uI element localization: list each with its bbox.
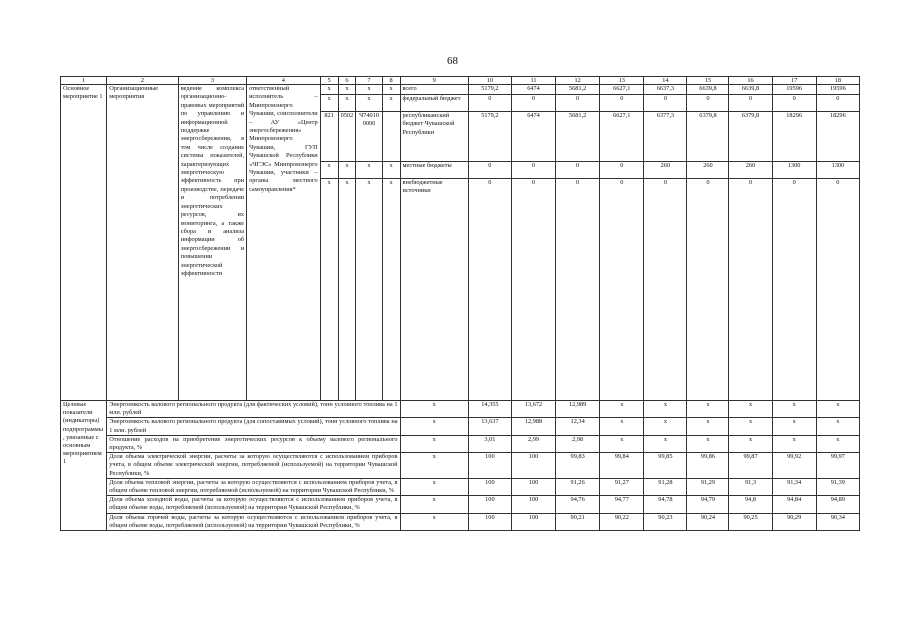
indicator-value: 94,76	[556, 496, 600, 513]
targets-label: Целевые показатели (индикаторы) подпрограммы, увязанные с основным мероприятием 1	[61, 401, 107, 531]
event-description: ведение комплекса организационно-правовых мероприятий по управлению и информационной поддержке энергосбережения, в том числе создание системы показателей, характеризующих энергетическую эффективность при производстве, передаче и потреблении энергетических ресурсов, их мониторинга, а также сбора и анализа информации об энергосбережении и повышении энергетической эффективности	[178, 85, 246, 401]
funding-value: 18296	[816, 112, 859, 162]
indicator-value: 100	[468, 453, 511, 479]
funding-value: 260	[729, 162, 772, 179]
indicator-value: 100	[511, 453, 555, 479]
indicator-text: Доля объема горячей воды, расчеты за которую осуществляются с использованием приборов учета, в общем объеме воды, потребляемой (используемой) на территории Чувашской Республики, %	[107, 513, 400, 530]
code-cell: x	[338, 85, 356, 95]
code-cell: x	[356, 95, 382, 112]
indicator-value: 94,89	[816, 496, 859, 513]
column-number: 2	[107, 77, 178, 85]
indicator-value: 3,01	[468, 435, 511, 452]
code-cell: Ч740100000	[356, 112, 382, 162]
column-number: 3	[178, 77, 246, 85]
funding-value: 0	[468, 162, 511, 179]
indicator-value: 90,25	[729, 513, 772, 530]
indicator-value: x	[816, 418, 859, 435]
funding-value: 1300	[816, 162, 859, 179]
funding-value: 0	[729, 95, 772, 112]
indicator-text: Отношение расходов на приобретение энергетических ресурсов к объему валового регионального продукта, %	[107, 435, 400, 452]
funding-value: 6377,3	[644, 112, 687, 162]
column-number: 14	[644, 77, 687, 85]
code-cell: x	[356, 162, 382, 179]
funding-source: всего	[400, 85, 468, 95]
funding-value: 0	[511, 95, 555, 112]
indicator-value: 99,97	[816, 453, 859, 479]
indicator-value: 12,988	[511, 418, 555, 435]
funding-value: 5681,2	[556, 112, 600, 162]
column-number: 17	[772, 77, 816, 85]
indicator-value: 94,79	[687, 496, 729, 513]
indicator-value: 99,92	[772, 453, 816, 479]
funding-value: 0	[600, 95, 644, 112]
column-number: 18	[816, 77, 859, 85]
code-cell: x	[382, 179, 400, 401]
indicator-value: 91,39	[816, 478, 859, 495]
code-cell: x	[338, 179, 356, 401]
indicator-value: 99,83	[556, 453, 600, 479]
indicator-value: 13,672	[511, 401, 555, 418]
event-title: Основное мероприятие 1	[61, 85, 107, 401]
indicator-value: x	[687, 401, 729, 418]
indicator-value: 12,989	[556, 401, 600, 418]
indicator-value: 91,27	[600, 478, 644, 495]
indicator-value: 100	[468, 478, 511, 495]
code-cell: x	[320, 95, 338, 112]
indicator-row	[61, 496, 860, 513]
indicator-value: 90,29	[772, 513, 816, 530]
funding-value: 6639,8	[729, 85, 772, 95]
column-number: 11	[511, 77, 555, 85]
indicator-col9: x	[400, 478, 468, 495]
indicator-value: x	[687, 435, 729, 452]
indicator-value: x	[644, 418, 687, 435]
indicator-value: 2,98	[556, 435, 600, 452]
funding-value: 6379,8	[729, 112, 772, 162]
event-name: Организационные мероприятия	[107, 85, 178, 401]
code-cell: x	[382, 85, 400, 95]
funding-value: 6627,1	[600, 112, 644, 162]
program-table	[60, 76, 860, 531]
funding-value: 0	[772, 179, 816, 401]
indicator-col9: x	[400, 435, 468, 452]
column-number: 1	[61, 77, 107, 85]
indicator-value: x	[644, 401, 687, 418]
funding-value: 1300	[772, 162, 816, 179]
indicator-value: x	[772, 401, 816, 418]
indicator-value: 99,84	[600, 453, 644, 479]
column-number: 8	[382, 77, 400, 85]
column-number: 13	[600, 77, 644, 85]
indicator-row	[61, 513, 860, 530]
funding-value: 0	[556, 95, 600, 112]
code-cell: x	[356, 85, 382, 95]
indicator-row	[61, 478, 860, 495]
funding-value: 0	[816, 95, 859, 112]
funding-value: 0	[556, 162, 600, 179]
indicator-value: x	[729, 435, 772, 452]
indicator-value: 14,355	[468, 401, 511, 418]
indicator-value: 91,26	[556, 478, 600, 495]
funding-value: 0	[468, 179, 511, 401]
funding-value: 0	[600, 162, 644, 179]
funding-value: 0	[600, 179, 644, 401]
funding-value: 0	[687, 95, 729, 112]
indicator-value: 12,34	[556, 418, 600, 435]
event-executors: ответственный исполнитель – Минпромэнерго Чувашии, соисполнители – АУ «Центр энергосбережения» Минпромэнерго Чувашии, ГУП Чувашской Республики «ЧГЭС» Минпромэнерго Чувашии, участники – органы местного самоуправления*	[247, 85, 321, 401]
funding-source: республиканский бюджет Чувашской Республики	[400, 112, 468, 162]
funding-value: 6627,1	[600, 85, 644, 95]
funding-value: 5179,2	[468, 112, 511, 162]
indicator-col9: x	[400, 513, 468, 530]
indicator-row	[61, 418, 860, 435]
indicator-row	[61, 453, 860, 479]
indicator-value: 2,99	[511, 435, 555, 452]
funding-value: 19596	[816, 85, 859, 95]
funding-value: 6379,8	[687, 112, 729, 162]
column-number: 6	[338, 77, 356, 85]
column-number: 10	[468, 77, 511, 85]
indicator-col9: x	[400, 496, 468, 513]
funding-value: 0	[644, 95, 687, 112]
funding-value: 0	[556, 179, 600, 401]
indicator-value: x	[772, 418, 816, 435]
funding-source: местные бюджеты	[400, 162, 468, 179]
column-number-row	[61, 77, 860, 85]
column-number: 4	[247, 77, 321, 85]
indicator-text: Доля объема холодной воды, расчеты за которую осуществляются с использованием приборов учета, в общем объеме воды, потребляемой (используемой) на территории Чувашской Республики, %	[107, 496, 400, 513]
indicator-value: 90,21	[556, 513, 600, 530]
funding-source: федеральный бюджет	[400, 95, 468, 112]
funding-value: 6474	[511, 112, 555, 162]
indicator-value: 99,86	[687, 453, 729, 479]
indicator-text: Энергоемкость валового регионального продукта (для фактических условий), тонн условного топлива на 1 млн. рублей	[107, 401, 400, 418]
funding-value: 0	[687, 179, 729, 401]
column-number: 9	[400, 77, 468, 85]
indicator-row	[61, 435, 860, 452]
funding-value: 6639,8	[687, 85, 729, 95]
indicator-value: 94,78	[644, 496, 687, 513]
indicator-value: 91,29	[687, 478, 729, 495]
code-cell: x	[320, 162, 338, 179]
indicator-value: x	[687, 418, 729, 435]
column-number: 5	[320, 77, 338, 85]
funding-value: 0	[511, 179, 555, 401]
code-cell	[382, 112, 400, 162]
indicator-value: x	[816, 401, 859, 418]
funding-value: 6637,3	[644, 85, 687, 95]
indicator-value: x	[816, 435, 859, 452]
indicator-value: 90,24	[687, 513, 729, 530]
indicator-value: x	[600, 435, 644, 452]
indicator-value: x	[729, 401, 772, 418]
code-cell: 0502	[338, 112, 356, 162]
indicator-value: 90,22	[600, 513, 644, 530]
funding-value: 5179,2	[468, 85, 511, 95]
indicator-value: 91,3	[729, 478, 772, 495]
indicator-value: 99,87	[729, 453, 772, 479]
indicator-value: 100	[511, 496, 555, 513]
code-cell: x	[338, 162, 356, 179]
funding-value: 0	[644, 179, 687, 401]
indicator-value: 100	[468, 513, 511, 530]
funding-value: 0	[468, 95, 511, 112]
code-cell: x	[382, 95, 400, 112]
funding-source: внебюджетные источники	[400, 179, 468, 401]
column-number: 15	[687, 77, 729, 85]
indicator-value: 100	[511, 478, 555, 495]
column-number: 7	[356, 77, 382, 85]
funding-value: 5681,2	[556, 85, 600, 95]
funding-value: 6474	[511, 85, 555, 95]
funding-value: 0	[729, 179, 772, 401]
indicator-value: x	[644, 435, 687, 452]
indicator-value: 90,23	[644, 513, 687, 530]
indicator-value: 99,85	[644, 453, 687, 479]
column-number: 16	[729, 77, 772, 85]
indicator-value: 94,77	[600, 496, 644, 513]
indicator-value: 91,28	[644, 478, 687, 495]
funding-value: 260	[687, 162, 729, 179]
code-cell: x	[382, 162, 400, 179]
funding-value: 260	[644, 162, 687, 179]
indicator-value: 91,34	[772, 478, 816, 495]
indicator-value: x	[729, 418, 772, 435]
indicator-value: x	[600, 418, 644, 435]
code-cell: x	[320, 85, 338, 95]
code-cell: x	[320, 179, 338, 401]
indicator-row	[61, 401, 860, 418]
indicator-text: Энергоемкость валового регионального продукта (для сопоставимых условий), тонн условного топлива на 1 млн. рублей	[107, 418, 400, 435]
code-cell: 821	[320, 112, 338, 162]
code-cell: x	[356, 179, 382, 401]
indicator-value: 94,8	[729, 496, 772, 513]
indicator-value: 90,34	[816, 513, 859, 530]
indicator-col9: x	[400, 418, 468, 435]
indicator-col9: x	[400, 453, 468, 479]
code-cell: x	[338, 95, 356, 112]
indicator-text: Доля объема электрической энергии, расчеты за которую осуществляются с использованием приборов учета, в общем объеме электрической энергии, потребляемой (используемой) на территории Чувашской Республики, %	[107, 453, 400, 479]
indicator-value: 94,84	[772, 496, 816, 513]
funding-value: 18296	[772, 112, 816, 162]
indicator-value: x	[600, 401, 644, 418]
funding-value: 0	[816, 179, 859, 401]
indicator-col9: x	[400, 401, 468, 418]
funding-value: 0	[511, 162, 555, 179]
column-number: 12	[556, 77, 600, 85]
indicator-value: 100	[468, 496, 511, 513]
indicator-value: 13,637	[468, 418, 511, 435]
indicator-value: x	[772, 435, 816, 452]
indicator-value: 100	[511, 513, 555, 530]
funding-row	[61, 85, 860, 95]
indicator-text: Доля объема тепловой энергии, расчеты за которую осуществляются с использованием приборов учета, в общем объеме тепловой энергии, потребляемой (используемой) на территории Чувашской Республики, %	[107, 478, 400, 495]
funding-value: 0	[772, 95, 816, 112]
funding-value: 19596	[772, 85, 816, 95]
page-number: 68	[447, 55, 458, 67]
